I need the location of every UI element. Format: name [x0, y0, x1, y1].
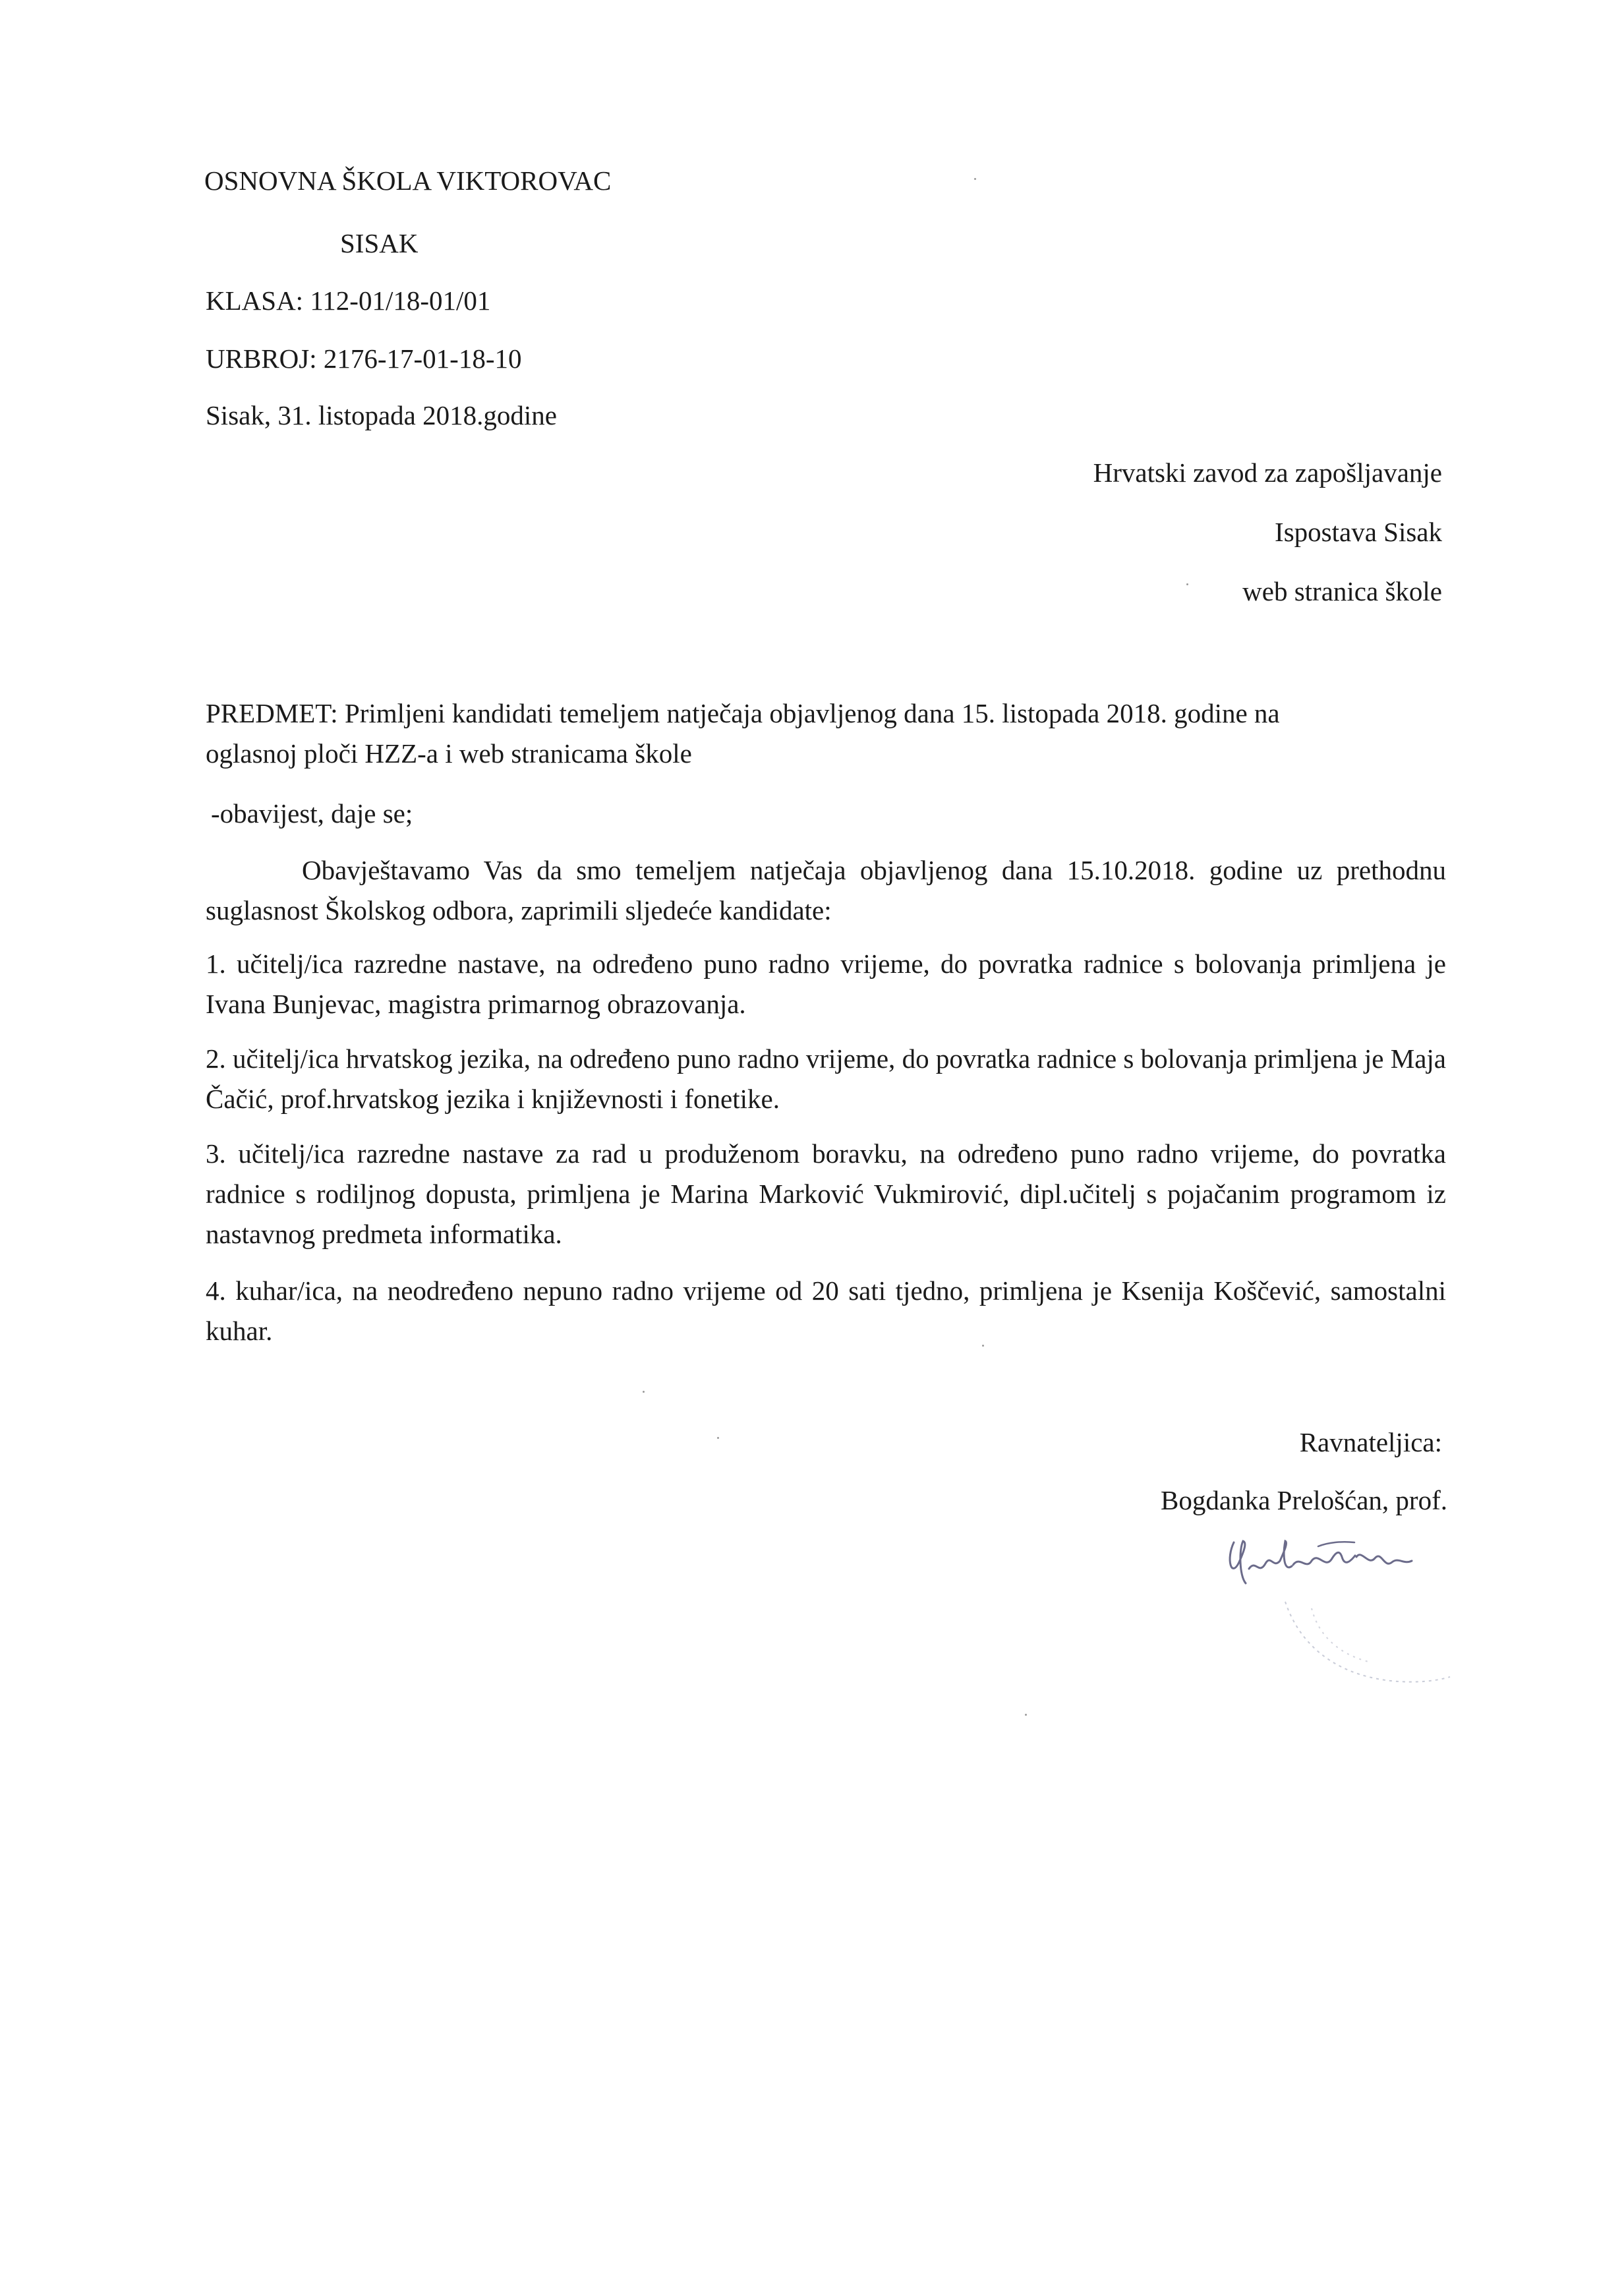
- subject: [206, 693, 1446, 774]
- scan-speck: [643, 1391, 645, 1393]
- school-name: OSNOVNA ŠKOLA VIKTOROVAC: [204, 165, 612, 196]
- scan-speck: [1025, 1714, 1027, 1716]
- handwritten-signature: [1219, 1523, 1430, 1595]
- scan-speck: [717, 1437, 719, 1439]
- klasa-reference: KLASA: 112-01/18-01/01: [206, 285, 491, 316]
- subject-line-1: PREDMET: Primljeni kandidati temeljem natječaja objavljenog dana 15. listopada 2018. godine na: [206, 698, 1280, 728]
- closing-role: Ravnateljica:: [1299, 1427, 1442, 1457]
- school-city: SISAK: [340, 228, 419, 258]
- subject-note: -obavijest, daje se;: [211, 798, 413, 829]
- document-date: Sisak, 31. listopada 2018.godine: [206, 400, 557, 430]
- scan-speck: [974, 178, 976, 180]
- recipient-hzz: Hrvatski zavod za zapošljavanje: [1093, 457, 1442, 488]
- scan-speck: [982, 1345, 984, 1347]
- faint-stamp: [1272, 1589, 1457, 1694]
- recipient-ispostava: Ispostava Sisak: [1275, 517, 1442, 547]
- item-3: 3. učitelj/ica razredne nastave za rad u produženom boravku, na određeno puno radno vrijeme, do povratka radnice s rodiljnog dopusta, primljena je Marina Marković Vukmirović, dipl.učitelj s pojačanim programom iz nastavnog predmeta informatika.: [206, 1138, 1446, 1249]
- item-4: 4. kuhar/ica, na neodređeno nepuno radno vrijeme od 20 sati tjedno, primljena je Ksenija Koščević, samostalni kuhar.: [206, 1275, 1446, 1346]
- recipient-web: web stranica škole: [1242, 576, 1442, 606]
- item-2: 2. učitelj/ica hrvatskog jezika, na određeno puno radno vrijeme, do povratka radnice s bolovanja primljena je Maja Čačić, prof.hrvatskog jezika i književnosti i fonetike.: [206, 1043, 1446, 1114]
- principal-name: Bogdanka Prelošćan, prof.: [1161, 1485, 1447, 1515]
- intro-paragraph: Obavještavamo Vas da smo temeljem natječaja objavljenog dana 15.10.2018. godine uz prethodnu suglasnost Školskog odbora, zaprimili sljedeće kandidate:: [206, 855, 1446, 925]
- subject-line-2: oglasnoj ploči HZZ-a i web stranicama škole: [206, 738, 692, 769]
- item-1: 1. učitelj/ica razredne nastave, na određeno puno radno vrijeme, do povratka radnice s bolovanja primljena je Ivana Bunjevac, magistra primarnog obrazovanja.: [206, 949, 1446, 1019]
- urbroj-reference: URBROJ: 2176-17-01-18-10: [206, 343, 522, 374]
- scan-speck: [1186, 583, 1188, 585]
